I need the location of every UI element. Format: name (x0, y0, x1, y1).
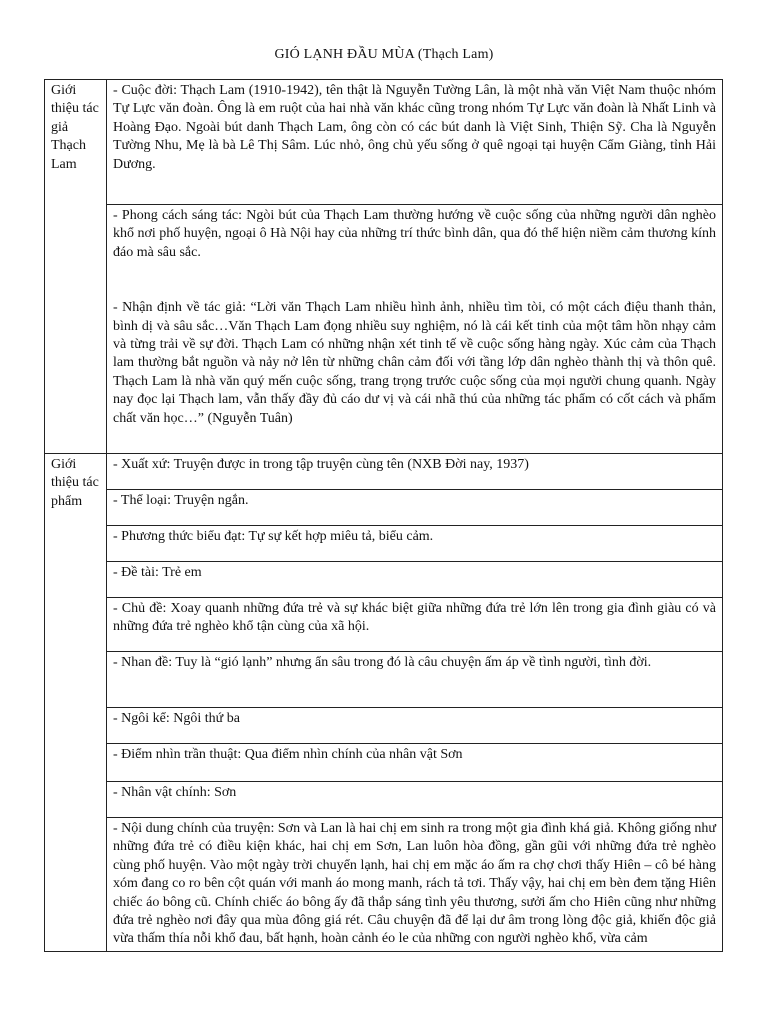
author-style-text: - Phong cách sáng tác: Ngòi bút của Thạch Lam thường hướng về cuộc sống của những người dân nghèo khổ nơi phố huyện, ngoại ô Hà Nội hay của những trí thức bình dân, qua đó thể hiện niềm cảm thương kính đáo mà sâu sắc. (113, 208, 716, 260)
table-row (45, 652, 723, 708)
table-row (45, 782, 723, 818)
work-genre-cell: - Thể loại: Truyện ngắn. (107, 490, 723, 526)
work-narrator-cell: - Ngôi kể: Ngôi thứ ba (107, 708, 723, 744)
work-viewpoint-cell: - Điểm nhìn trần thuật: Qua điểm nhìn chính của nhân vật Sơn (107, 744, 723, 782)
author-section-label: Giới thiệu tác giả Thạch Lam (45, 80, 107, 454)
work-origin-cell: - Xuất xứ: Truyện được in trong tập truyện cùng tên (NXB Đời nay, 1937) (107, 454, 723, 490)
content-table (44, 79, 723, 952)
document-title: GIÓ LẠNH ĐẦU MÙA (Thạch Lam) (274, 47, 494, 62)
work-title-meaning-cell: - Nhan đề: Tuy là “gió lạnh” nhưng ẩn sâu trong đó là câu chuyện ấm áp về tình người, tình đời. (107, 652, 723, 708)
table-row (45, 205, 723, 454)
work-summary-cell (107, 818, 723, 952)
table-row (45, 490, 723, 526)
table-row (45, 562, 723, 598)
work-expression-cell: - Phương thức biểu đạt: Tự sự kết hợp miêu tả, biểu cảm. (107, 526, 723, 562)
work-summary-text: - Nội dung chính của truyện: Sơn và Lan là hai chị em sinh ra trong một gia đình khá giả. Không giống như những đứa trẻ có điều kiện khác, hai chị em Sơn, Lan luôn hòa đồng, gần gũi với những đứa trẻ nghèo cùng phố huyện. Vào một ngày trời chuyển lạnh, hai chị em mặc áo ấm ra chợ chơi thấy Hiên – cô bé hàng xóm đang co ro bên cột quán với manh áo mong manh, rách tả tơi. Thấy vậy, hai chị em bèn đem tặng Hiên chiếc áo bông cũ. Chính chiếc áo bông ấy đã thắp sáng tình yêu thương, sưởi ấm cho Hiên cũng như những đứa trẻ nghèo nơi đây qua mùa đông giá rét. Câu chuyện đã để lại dư âm trong lòng độc giả, khiến độc giả vừa thấm thía nỗi khổ đau, bất hạnh, hoàn cảnh éo le của những con người nghèo khổ, vừa cảm (113, 821, 716, 947)
author-review-text: - Nhận định về tác giả: “Lời văn Thạch Lam nhiều hình ảnh, nhiều tìm tòi, có một cách điệu thanh thản, bình dị và sâu sắc…Văn Thạch Lam đọng nhiều suy nghiệm, nó là cái kết tinh của một tâm hồn nhạy cảm và từng trải về sự đời. Thạch Lam có những nhận xét tinh tế về cuộc sống hàng ngày. Xúc cảm của Thạch lam thường bắt nguồn và nảy nở lên từ những chân cảm đối với tầng lớp dân nghèo thành thị và thôn quê. Thạch Lam là nhà văn quý mến cuộc sống, trang trọng trước cuộc sống của mọi người chung quanh. Ngày nay đọc lại Thạch lam, vẫn thấy đầy đủ cáo dư vị và cái nhã thú của những tác phẩm có cốt cách và phẩm chất văn học…” (Nguyễn Tuân) (113, 300, 716, 426)
work-topic-cell: - Đề tài: Trẻ em (107, 562, 723, 598)
author-life-text: - Cuộc đời: Thạch Lam (1910-1942), tên thật là Nguyễn Tường Lân, là một nhà văn Việt Nam thuộc nhóm Tự Lực văn đoàn. Ông là em ruột của hai nhà văn khác cũng trong nhóm Tự Lực văn đoàn là Nhất Linh và Hoàng Đạo. Ngoài bút danh Thạch Lam, ông còn có các bút danh là Việt Sinh, Thiện Sỹ. Cha là Nguyễn Tường Nhu, Mẹ là bà Lê Thị Sâm. Lúc nhỏ, ông chủ yếu sống ở quê ngoại tại huyện Cẩm Giàng, tỉnh Hải Dương. (113, 83, 716, 172)
work-section-label: Giới thiệu tác phẩm (45, 454, 107, 952)
table-row (45, 708, 723, 744)
work-main-character-cell: - Nhân vật chính: Sơn (107, 782, 723, 818)
table-row (45, 80, 723, 205)
author-life-cell (107, 80, 723, 205)
table-row (45, 598, 723, 652)
table-row (45, 818, 723, 952)
table-row (45, 454, 723, 490)
work-theme-cell: - Chủ đề: Xoay quanh những đứa trẻ và sự khác biệt giữa những đứa trẻ lớn lên trong gia đình giàu có và những đứa trẻ nghèo khổ tận cùng của xã hội. (107, 598, 723, 652)
table-row (45, 526, 723, 562)
author-style-cell (107, 205, 723, 454)
table-row (45, 744, 723, 782)
